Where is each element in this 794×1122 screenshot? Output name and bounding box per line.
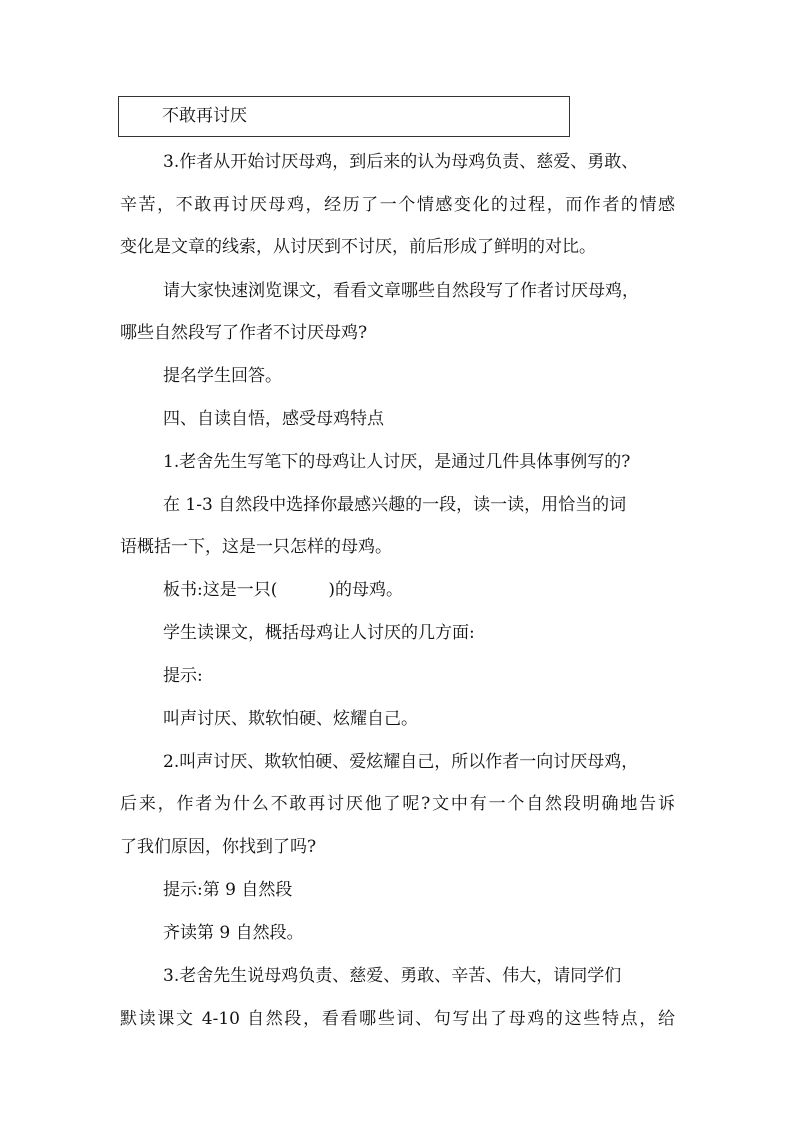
paragraph-line: 在 1-3 自然段中选择你最感兴趣的一段，读一读，用恰当的词	[163, 495, 627, 515]
paragraph-line: 辛苦，不敢再讨厌母鸡，经历了一个情感变化的过程，而作者的情感	[120, 195, 675, 215]
paragraph-line: 后来，作者为什么不敢再讨厌他了呢?文中有一个自然段明确地告诉	[120, 794, 675, 814]
answer-box-text: 不敢再讨厌	[162, 106, 247, 126]
paragraph-line: 2.叫声讨厌、欺软怕硬、爱炫耀自己，所以作者一向讨厌母鸡，	[163, 752, 639, 772]
paragraph-line: 默读课文 4-10 自然段，看看哪些词、句写出了母鸡的这些特点，给	[120, 1009, 675, 1029]
paragraph-line: 了我们原因，你找到了吗?	[120, 837, 317, 857]
paragraph-line: 变化是文章的线索，从讨厌到不讨厌，前后形成了鲜明的对比。	[120, 237, 596, 257]
paragraph-line: 提示:第 9 自然段	[163, 880, 293, 900]
paragraph-line: 提示:	[163, 666, 203, 686]
paragraph-line: 哪些自然段写了作者不讨厌母鸡?	[120, 323, 368, 343]
paragraph-line: 请大家快速浏览课文，看看文章哪些自然段写了作者讨厌母鸡，	[163, 281, 639, 301]
paragraph-line: 板书:这是一只( )的母鸡。	[163, 580, 403, 600]
paragraph-line: 叫声讨厌、欺软怕硬、炫耀自己。	[163, 709, 418, 729]
paragraph-line: 1.老舍先生写笔下的母鸡让人讨厌，是通过几件具体事例写的?	[163, 452, 631, 472]
paragraph-line: 3.老舍先生说母鸡负责、慈爱、勇敢、辛苦、伟大，请同学们	[163, 966, 622, 986]
paragraph-line: 3.作者从开始讨厌母鸡，到后来的认为母鸡负责、慈爱、勇敢、	[163, 152, 639, 172]
paragraph-line: 语概括一下，这是一只怎样的母鸡。	[120, 537, 392, 557]
section-heading: 四、自读自悟，感受母鸡特点	[163, 409, 384, 429]
paragraph-line: 提名学生回答。	[163, 366, 282, 386]
paragraph-line: 齐读第 9 自然段。	[163, 923, 304, 943]
paragraph-line: 学生读课文，概括母鸡让人讨厌的几方面:	[163, 623, 475, 643]
